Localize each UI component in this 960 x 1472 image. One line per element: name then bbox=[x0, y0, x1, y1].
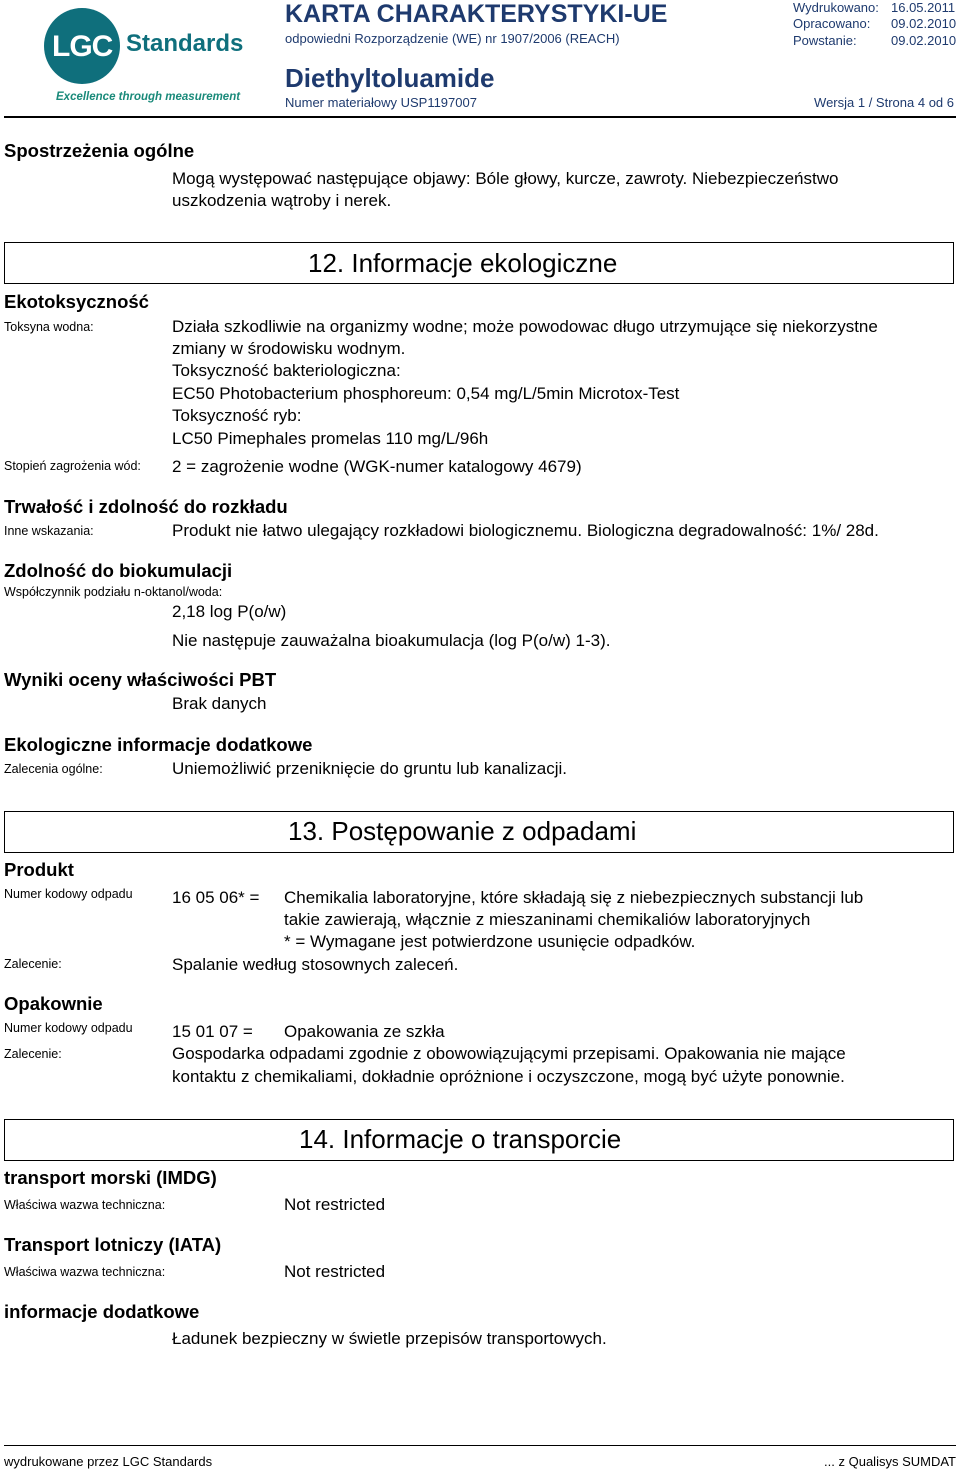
document-title: KARTA CHARAKTERYSTYKI-UE bbox=[285, 0, 668, 28]
version-page: Wersja 1 / Strona 4 od 6 bbox=[814, 95, 954, 110]
general-line-2: uszkodzenia wątroby i nerek. bbox=[172, 191, 392, 210]
general-heading: Spostrzeżenia ogólne bbox=[4, 140, 195, 161]
aquatic-line-1: Działa szkodliwie na organizmy wodne; może powodowac długo utrzymujące się niekorzystne bbox=[172, 317, 878, 336]
water-hazard-value: 2 = zagrożenie wodne (WGK-numer katalogowy 4679) bbox=[172, 457, 582, 476]
logo-tagline: Excellence through measurement bbox=[56, 91, 241, 103]
footer-right: ... z Qualisys SUMDAT bbox=[824, 1454, 956, 1469]
product-recommendation-label: Zalecenie: bbox=[4, 957, 62, 971]
created-label: Powstanie: bbox=[793, 33, 857, 48]
iata-shipping-label: Właściwa wazwa techniczna: bbox=[4, 1265, 166, 1279]
header-divider bbox=[4, 116, 956, 118]
product-code-line-2: takie zawierają, włącznie z mieszaninami chemikaliów laboratoryjnych bbox=[284, 910, 811, 929]
packaging-waste-code-label: Numer kodowy odpadu bbox=[4, 1021, 133, 1035]
recommend-value: Uniemożliwić przeniknięcie do gruntu lub kanalizacji. bbox=[172, 759, 567, 778]
packaging-waste-code: 15 01 07 = bbox=[172, 1022, 253, 1041]
packaging-recommendation-line-1: Gospodarka odpadami zgodnie z obowowiązującymi przepisami. Opakowania nie mające bbox=[172, 1044, 846, 1063]
pbt-value: Brak danych bbox=[172, 694, 267, 713]
persistence-heading: Trwałość i zdolność do rozkładu bbox=[4, 496, 288, 517]
printed-label: Wydrukowano: bbox=[793, 0, 879, 15]
bioacc-heading: Zdolność do biokumulacji bbox=[4, 560, 233, 581]
footer-left: wydrukowane przez LGC Standards bbox=[4, 1454, 213, 1469]
other-value: Produkt nie łatwo ulegający rozkładowi biologicznemu. Biologiczna degradowalność: 1%/ 28d. bbox=[172, 521, 879, 540]
product-code-line-3: * = Wymagane jest potwierdzone usunięcie odpadków. bbox=[284, 932, 696, 951]
packaging-heading: Opakownie bbox=[4, 993, 103, 1014]
imdg-heading: transport morski (IMDG) bbox=[4, 1167, 217, 1188]
recommend-label: Zalecenia ogólne: bbox=[4, 762, 103, 776]
other-label: Inne wskazania: bbox=[4, 524, 94, 538]
general-line-1: Mogą występować następujące objawy: Bóle głowy, kurcze, zawroty. Niebezpieczeństwo bbox=[172, 169, 839, 188]
eco-additional-heading: Ekologiczne informacje dodatkowe bbox=[4, 734, 313, 755]
transport-additional-value: Ładunek bezpieczny w świetle przepisów transportowych. bbox=[172, 1329, 607, 1348]
created-date: 09.02.2010 bbox=[891, 33, 957, 48]
packaging-recommendation-line-2: kontaktu z chemikaliami, dokładnie opróżnione i oczyszczone, mogą być użyte ponownie. bbox=[172, 1067, 845, 1086]
prepared-label: Opracowano: bbox=[793, 16, 871, 31]
imdg-shipping-label: Właściwa wazwa techniczna: bbox=[4, 1198, 166, 1212]
product-code-line-1: Chemikalia laboratoryjne, które składają się z niebezpiecznych substancji lub bbox=[284, 888, 864, 907]
packaging-recommendation-label: Zalecenie: bbox=[4, 1047, 62, 1061]
logo-name: Standards bbox=[126, 30, 244, 57]
product-recommendation: Spalanie według stosownych zaleceń. bbox=[172, 955, 459, 974]
partition-label: Współczynnik podziału n-oktanol/woda: bbox=[4, 585, 223, 599]
prepared-date: 09.02.2010 bbox=[891, 16, 957, 31]
aquatic-line-2: zmiany w środowisku wodnym. bbox=[172, 339, 406, 358]
aquatic-line-6: LC50 Pimephales promelas 110 mg/L/96h bbox=[172, 429, 489, 448]
aquatic-label: Toksyna wodna: bbox=[4, 320, 94, 334]
aquatic-line-4: EC50 Photobacterium phosphoreum: 0,54 mg/L/5min Microtox-Test bbox=[172, 384, 680, 403]
product-waste-code: 16 05 06* = bbox=[172, 888, 260, 907]
aquatic-line-3: Toksyczność bakteriologiczna: bbox=[172, 361, 401, 380]
bioacc-note: Nie następuje zauważalna bioakumulacja (log P(o/w) 1-3). bbox=[172, 631, 611, 650]
pbt-heading: Wyniki oceny właściwości PBT bbox=[4, 669, 277, 690]
section-12-title: 12. Informacje ekologiczne bbox=[308, 248, 618, 278]
transport-additional-heading: informacje dodatkowe bbox=[4, 1301, 200, 1322]
regulation-line: odpowiedni Rozporządzenie (WE) nr 1907/2006 (REACH) bbox=[285, 31, 620, 46]
printed-date: 16.05.2011 bbox=[891, 0, 956, 15]
footer-divider bbox=[4, 1445, 956, 1446]
ecotox-heading: Ekotoksyczność bbox=[4, 291, 149, 312]
section-14-title: 14. Informacje o transporcie bbox=[299, 1124, 622, 1154]
packaging-code-desc: Opakowania ze szkła bbox=[284, 1022, 445, 1041]
iata-value: Not restricted bbox=[284, 1262, 386, 1281]
product-heading: Produkt bbox=[4, 859, 74, 880]
logo-brand: LGC bbox=[52, 30, 113, 63]
material-number: Numer materiałowy USP1197007 bbox=[285, 95, 477, 110]
product-name: Diethyltoluamide bbox=[285, 63, 495, 93]
iata-heading: Transport lotniczy (IATA) bbox=[4, 1234, 222, 1255]
product-waste-code-label: Numer kodowy odpadu bbox=[4, 887, 133, 901]
imdg-value: Not restricted bbox=[284, 1195, 386, 1214]
aquatic-line-5: Toksyczność ryb: bbox=[172, 406, 302, 425]
water-hazard-label: Stopień zagrożenia wód: bbox=[4, 459, 141, 473]
section-13-title: 13. Postępowanie z odpadami bbox=[288, 816, 637, 846]
partition-value: 2,18 log P(o/w) bbox=[172, 602, 287, 621]
